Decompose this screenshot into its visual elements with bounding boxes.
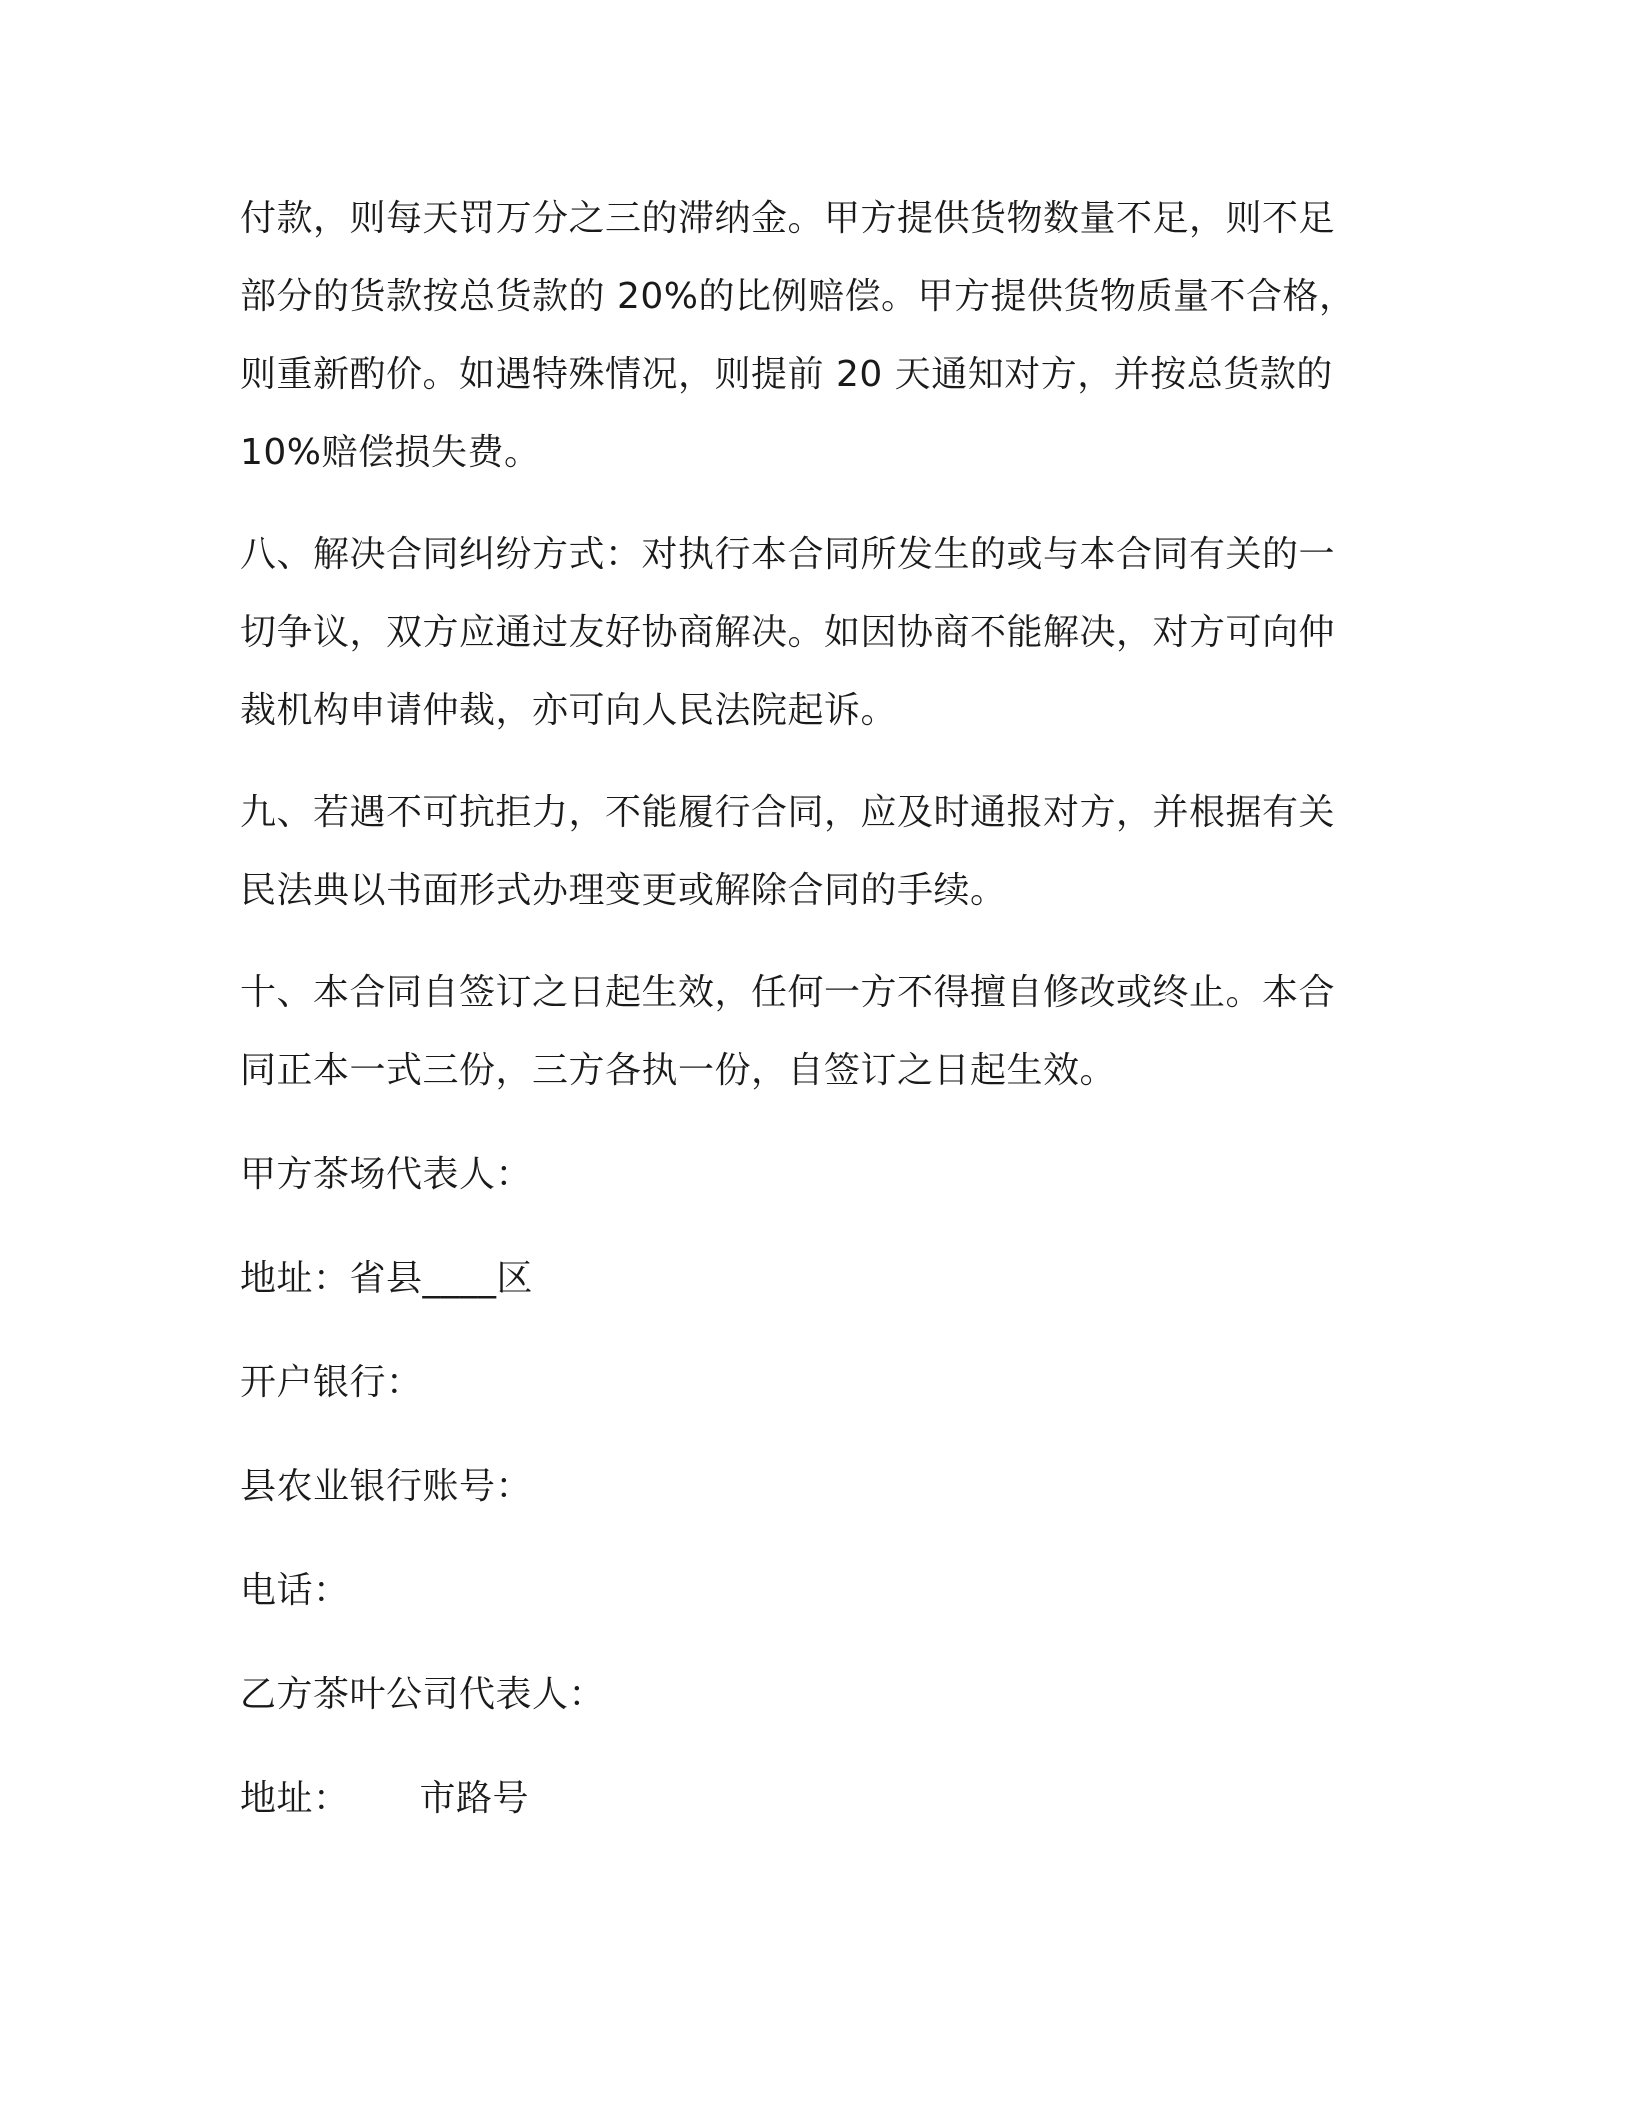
text-line: 裁机构申请仲裁，亦可向人民法院起诉。 — [240, 690, 898, 731]
text-line: 同正本一式三份，三方各执一份，自签订之日起生效。 — [240, 1050, 1117, 1091]
clause-effective — [240, 954, 1360, 1110]
text-line: 民法典以书面形式办理变更或解除合同的手续。 — [240, 870, 1007, 911]
text-line: 十、本合同自签订之日起生效，任何一方不得擅自修改或终止。本合 — [240, 972, 1336, 1013]
party-b-representative: 乙方茶叶公司代表人： — [240, 1674, 606, 1715]
text-line: 10%赔偿损失费。 — [240, 432, 541, 473]
party-a-bank: 开户银行： — [240, 1362, 423, 1403]
document-body — [240, 180, 1360, 1838]
clause-penalty — [240, 180, 1360, 492]
party-a-address: 地址：省县____区 — [240, 1258, 534, 1299]
party-b-address — [240, 1760, 1360, 1838]
party-b-address-label: 地址： — [240, 1778, 350, 1819]
text-line: 部分的货款按总货款的 20%的比例赔偿。甲方提供货物质量不合格， — [240, 276, 1356, 317]
party-b-address-value: 市路号 — [419, 1778, 530, 1819]
party-a-representative: 甲方茶场代表人： — [240, 1154, 533, 1195]
clause-dispute — [240, 516, 1360, 750]
text-line: 付款，则每天罚万分之三的滞纳金。甲方提供货物数量不足，则不足 — [240, 198, 1336, 239]
text-line: 八、解决合同纠纷方式：对执行本合同所发生的或与本合同有关的一 — [240, 534, 1336, 575]
clause-force-majeure — [240, 774, 1360, 930]
party-a-phone: 电话： — [240, 1570, 350, 1611]
text-line: 切争议，双方应通过友好协商解决。如因协商不能解决，对方可向仲 — [240, 612, 1336, 653]
text-line: 九、若遇不可抗拒力，不能履行合同，应及时通报对方，并根据有关 — [240, 792, 1336, 833]
text-line: 则重新酌价。如遇特殊情况，则提前 20 天通知对方，并按总货款的 — [240, 354, 1333, 395]
party-a-account: 县农业银行账号： — [240, 1466, 533, 1507]
